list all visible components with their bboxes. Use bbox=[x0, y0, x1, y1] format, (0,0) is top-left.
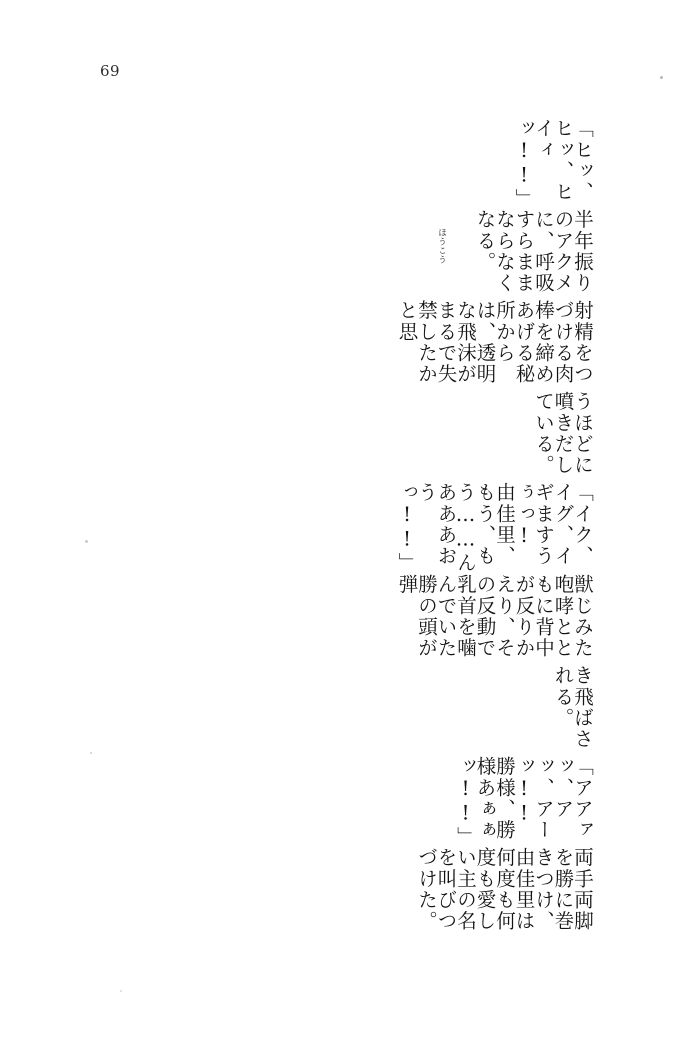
vertical-text-block bbox=[387, 118, 593, 938]
text-column: 射精をつづける肉棒を締めあげる秘所からは、透明な飛沫がまるで失禁したかと思 bbox=[395, 300, 594, 385]
scan-speckle bbox=[90, 752, 92, 754]
page-number: 69 bbox=[100, 62, 121, 80]
text-column: 「イク、イグ、イギますうぅっ! 由佳里、もう、もう……んあああおうっ!!」 bbox=[395, 482, 594, 574]
text-column: 半年振りのアクメに、呼吸すらままならなくなる。 bbox=[473, 209, 594, 294]
text-column: 獣じみた咆哮とともに背中が反りかえり、その反動で乳首を噛んでいた勝の頭が弾 bbox=[395, 573, 594, 659]
text-column: うほどに噴きだしている。 bbox=[532, 391, 594, 476]
text-column: 両手両脚を勝に巻きつけ、由佳里は何度も何度も愛しい主の名を叫びつづけた。 bbox=[415, 847, 594, 932]
text-column: 「ヒッ、ヒッ、ヒイィッ!!」 bbox=[512, 118, 594, 210]
text-column: 「アアァッ、アッ、アーッ!! 勝様、勝様あぁぁッ!!」 bbox=[454, 755, 594, 848]
scan-speckle bbox=[660, 76, 663, 79]
ruby-annotation: ほうこう bbox=[436, 228, 447, 264]
scan-speckle bbox=[85, 540, 88, 543]
text-column: き飛ばされる。 bbox=[551, 664, 594, 750]
scan-speckle bbox=[120, 990, 122, 992]
